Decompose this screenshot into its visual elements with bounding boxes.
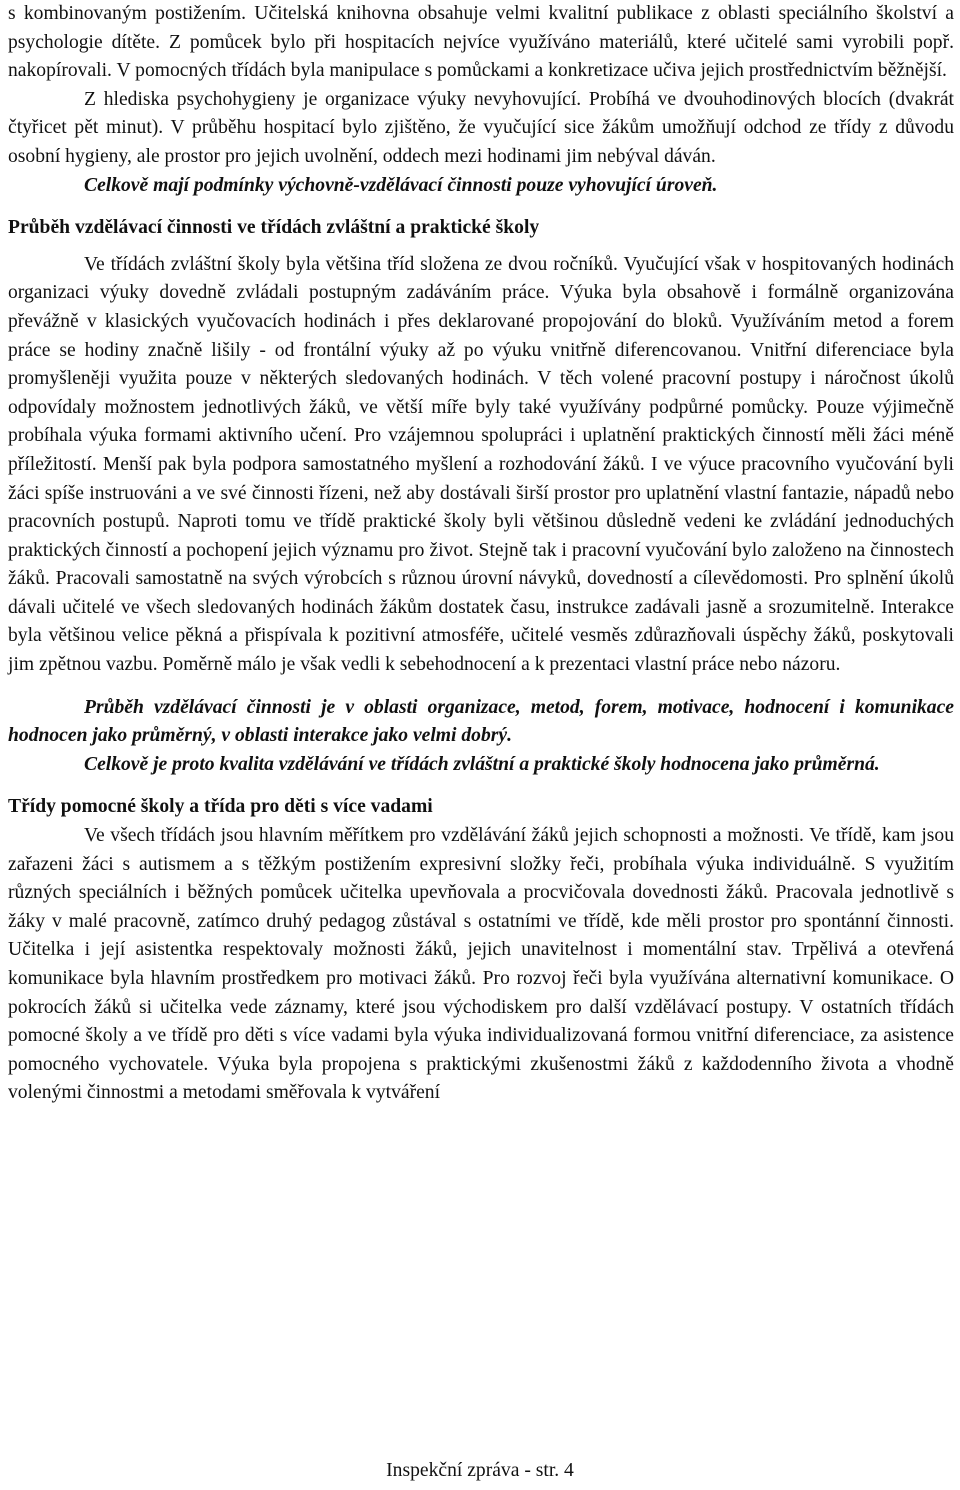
paragraph-evaluation: Průběh vzdělávací činnosti je v oblasti organizace, metod, forem, motivace, hodnocení i komunikace hodnocen jako průměrný, v oblasti interakce jako velmi dobrý. <box>8 696 954 747</box>
paragraph-intro: s kombinovaným postižením. Učitelská knihovna obsahuje velmi kvalitní publikace z oblasti speciálního školství a psychologie dítěte. Z pomůcek bylo při hospitacích nejvíce využíváno materiálů, které učitelé sami vyrobili popř. nakopírovali. V pomocných třídách byla manipulace s pomůckami a konkretizace učiva jejich prostřednictvím běžnější. <box>8 3 954 82</box>
heading-special-school: Průběh vzdělávací činnosti ve třídách zvláštní a praktické školy <box>8 217 540 239</box>
paragraph-auxiliary-school: Ve všech třídách jsou hlavním měřítkem pro vzdělávání žáků jejich schopnosti a možnosti. Ve třídě, kam jsou zařazeni žáci s autismem a s těžkým postižením expresivní složky řeči, probíhala výuka individuálně. S využitím různých speciálních i běžných pomůcek učitelka upevňovala a procvičovala dovednosti žáků. Pracovala jednotlivě s žáky v malé pracovně, zatímco druhý pedagog zůstával s ostatními ve třídě, kde měli prostor pro spontánní činnosti. Učitelka i její asistentka respektovaly možnosti žáků, jejich unavitelnost i momentální stav. Trpělivá a otevřená komunikace byla hlavním prostředkem pro motivaci žáků. Pro rozvoj řeči byla využívána alternativní komunikace. O pokrocích žáků si učitelka vede záznamy, které jsou východiskem pro další vzdělávací postupy. V ostatních třídách pomocné školy a ve třídě pro děti s více vadami byla výuka individualizovaná formou vnitřní diferenciace, za asistence pomocného vychovatele. Výuka byla propojena s praktickými zkušenostmi žáků z každodenního života a vhodně volenými činnostmi a metodami směřovala k vytváření <box>8 825 954 1104</box>
page-footer: Inspekční zpráva - str. 4 <box>386 1460 574 1481</box>
paragraph-special-school: Ve třídách zvláštní školy byla většina tříd složena ze dvou ročníků. Vyučující však v hospitovaných hodinách organizaci výuky dovedně zvládali postupným zadáváním práce. Výuka byla obsahově i formálně organizována převážně v klasických vyučovacích hodinách i přes deklarované propojování do bloků. Využíváním metod a forem práce se hodiny značně lišily - od frontální výuky až po výuku vnitřně diferencovanou. Vnitřní diferenciace byla promyšleněji využita pouze v některých sledovaných hodinách. V těch volené pracovní postupy i náročnost úkolů odpovídaly možnostem jednotlivých žáků, ve větší míře byly také využívány podpůrné pomůcky. Pouze výjimečně probíhala výuka formami aktivního učení. Pro vzájemnou spolupráci i uplatnění praktických činností měli žáci méně příležitostí. Menší pak byla podpora samostatného myšlení a rozhodování žáků. I ve výuce pracovního vyučování byli žáci spíše instruováni a ve své činnosti řízeni, než aby dostávali širší prostor pro uplatnění vlastní fantazie, nápadů nebo pracovních postupů. Naproti tomu ve třídě praktické školy byli většinou důsledně vedeni ke zvládání jednoduchých praktických činností a pochopení jejich významu pro život. Stejně tak i pracovní vyučování bylo založeno na činnostech žáků. Pracovali samostatně na svých výrobcích s různou úrovní návyků, dovedností a cílevědomosti. Pro splnění úkolů dávali učitelé ve všech sledovaných hodinách žákům dostatek času, instrukce zadávali jasně a srozumitelně. Interakce byla většinou velice pěkná a přispívala k pozitivní atmosféře, učitelé vesměs zdůrazňovali úspěchy žáků, poskytovali jim zpětnou vazbu. Poměrně málo je však vedli k sebehodnocení a k prezentaci vlastní práce nebo názoru. <box>8 253 954 676</box>
spacer <box>8 779 954 793</box>
paragraph-psychohygiene: Z hlediska psychohygieny je organizace výuky nevyhovující. Probíhá ve dvouhodinových blocích (dvakrát čtyřicet pět minut). V průběhu hospitací bylo zjištěno, že vyučující sice žákům umožňují odchod ze třídy z důvodu osobní hygieny, ale prostor pro jejich uvolnění, oddech mezi hodinami jim nebýval dáván. <box>8 88 954 167</box>
document-page <box>8 0 954 1108</box>
spacer <box>8 243 954 251</box>
paragraph-conditions-conclusion: Celkově mají podmínky výchovně-vzdělávací činnosti pouze vyhovující úroveň. <box>84 174 718 196</box>
heading-auxiliary-school: Třídy pomocné školy a třída pro děti s více vadami <box>8 796 433 818</box>
paragraph-quality-conclusion: Celkově je proto kvalita vzdělávání ve třídách zvláštní a praktické školy hodnocena jako průměrná. <box>84 753 880 775</box>
spacer <box>8 680 954 694</box>
spacer <box>8 200 954 214</box>
